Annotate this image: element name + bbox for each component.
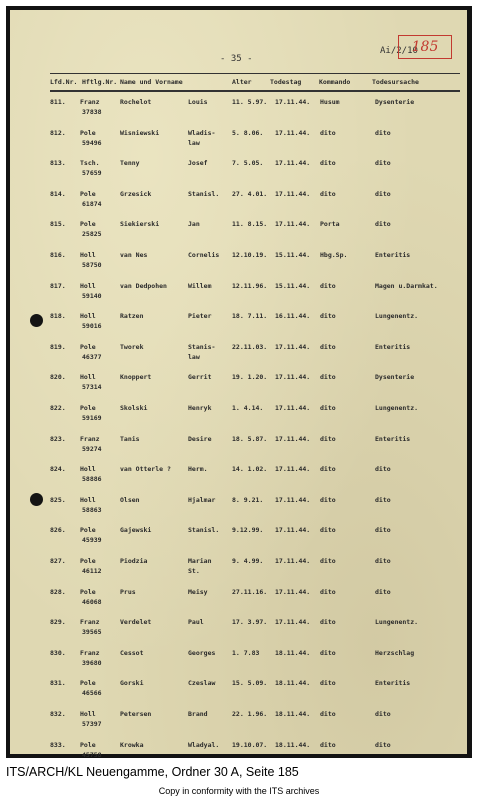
cell-nationality: Holl xyxy=(80,465,96,474)
cell-surname: Knoppert xyxy=(120,373,152,382)
cell-first-name: Stanis- xyxy=(188,342,216,351)
cell-birth-date: 11. 5.97. xyxy=(232,98,268,106)
register-row xyxy=(10,404,467,434)
cell-command: dito xyxy=(320,526,336,535)
cell-surname: Wisniewski xyxy=(120,128,160,137)
cell-nationality: Pole xyxy=(80,587,96,596)
register-row xyxy=(10,343,467,373)
cell-surname: Skolski xyxy=(120,404,148,412)
cell-cause: Enteritis xyxy=(375,434,411,443)
header-rule-top xyxy=(50,73,460,74)
header-cause: Todesursache xyxy=(372,78,419,86)
cell-command: dito xyxy=(320,587,336,596)
cell-nationality: Holl xyxy=(80,495,96,504)
cell-prisoner-number: 46068 xyxy=(82,597,102,606)
reference-number: Ai/2/10 xyxy=(380,46,418,56)
cell-death-date: 17.11.44. xyxy=(275,159,311,168)
register-row xyxy=(10,312,467,342)
cell-cause: Magen u.Darmkat. xyxy=(375,281,438,290)
register-row xyxy=(10,282,467,312)
cell-prisoner-number: 59169 xyxy=(82,414,102,422)
cell-lfd-number: 819. xyxy=(50,342,66,351)
cell-surname: Grzesick xyxy=(120,189,152,198)
cell-cause: dito xyxy=(375,557,391,565)
cell-prisoner-number: 58886 xyxy=(82,475,102,484)
cell-nationality: Franz xyxy=(80,434,100,443)
cell-prisoner-number: 46112 xyxy=(82,567,102,575)
header-name: Name und Vorname xyxy=(120,78,183,86)
register-row xyxy=(10,710,467,740)
page-number-stamp: 185 xyxy=(398,35,452,59)
cell-cause: dito xyxy=(375,587,391,596)
cell-command: dito xyxy=(320,128,336,137)
cell-first-name: Meisy xyxy=(188,587,208,596)
cell-prisoner-number: 45939 xyxy=(82,536,102,545)
cell-cause: dito xyxy=(375,465,391,474)
cell-lfd-number: 824. xyxy=(50,465,66,474)
cell-cause: Lungenentz. xyxy=(375,312,419,321)
cell-command: dito xyxy=(320,495,336,504)
cell-command: dito xyxy=(320,373,336,382)
register-row xyxy=(10,159,467,189)
cell-nationality: Tsch. xyxy=(80,159,100,168)
cell-cause: dito xyxy=(375,159,391,168)
cell-birth-date: 19.10.07. xyxy=(232,740,268,749)
cell-death-date: 17.11.44. xyxy=(275,587,311,596)
cell-lfd-number: 829. xyxy=(50,618,66,627)
cell-lfd-number: 815. xyxy=(50,220,66,229)
cell-lfd-number: 814. xyxy=(50,189,66,198)
cell-nationality: Franz xyxy=(80,98,100,106)
cell-lfd-number: 830. xyxy=(50,648,66,657)
cell-cause: dito xyxy=(375,128,391,137)
cell-cause: Dysenterie xyxy=(375,373,415,382)
cell-prisoner-number: 57397 xyxy=(82,720,102,728)
cell-cause: Enteritis xyxy=(375,342,411,351)
cell-command: dito xyxy=(320,679,336,688)
cell-cause: dito xyxy=(375,740,391,749)
cell-first-name-cont: St. xyxy=(188,567,200,575)
cell-death-date: 17.11.44. xyxy=(275,404,311,412)
cell-surname: Rochelot xyxy=(120,98,152,106)
cell-death-date: 17.11.44. xyxy=(275,526,311,535)
register-row xyxy=(10,373,467,403)
cell-surname: van Nes xyxy=(120,251,148,259)
cell-cause: Enteritis xyxy=(375,679,411,688)
cell-death-date: 17.11.44. xyxy=(275,618,311,627)
cell-lfd-number: 820. xyxy=(50,373,66,382)
cell-first-name: Stanisl. xyxy=(188,526,220,535)
cell-command: Hbg.Sp. xyxy=(320,251,348,259)
header-lfd: Lfd.Nr. xyxy=(50,78,78,86)
cell-birth-date: 9. 4.99. xyxy=(232,557,264,565)
cell-death-date: 15.11.44. xyxy=(275,251,311,259)
punch-hole xyxy=(30,493,43,506)
cell-death-date: 17.11.44. xyxy=(275,434,311,443)
cell-cause: dito xyxy=(375,189,391,198)
cell-first-name-cont: law xyxy=(188,138,200,147)
cell-lfd-number: 825. xyxy=(50,495,66,504)
cell-cause: Herzschlag xyxy=(375,648,415,657)
cell-birth-date: 17. 3.97. xyxy=(232,618,268,627)
cell-nationality: Pole xyxy=(80,557,96,565)
register-row xyxy=(10,98,467,128)
cell-lfd-number: 817. xyxy=(50,281,66,290)
cell-nationality: Franz xyxy=(80,648,100,657)
register-row xyxy=(10,129,467,159)
cell-first-name: Desire xyxy=(188,434,212,443)
cell-death-date: 17.11.44. xyxy=(275,465,311,474)
cell-surname: Petersen xyxy=(120,710,152,718)
cell-lfd-number: 816. xyxy=(50,251,66,259)
cell-birth-date: 18. 7.11. xyxy=(232,312,268,321)
cell-death-date: 17.11.44. xyxy=(275,98,311,106)
register-row xyxy=(10,435,467,465)
register-row xyxy=(10,557,467,587)
cell-cause: dito xyxy=(375,495,391,504)
register-row xyxy=(10,251,467,281)
cell-cause: dito xyxy=(375,220,391,229)
cell-nationality: Pole xyxy=(80,220,96,229)
cell-death-date: 17.11.44. xyxy=(275,557,311,565)
register-row xyxy=(10,618,467,648)
cell-surname: Ratzen xyxy=(120,312,144,321)
cell-nationality: Holl xyxy=(80,281,96,290)
cell-surname: van Otterle ? xyxy=(120,465,171,474)
cell-command: dito xyxy=(320,404,336,412)
cell-surname: Prus xyxy=(120,587,136,596)
cell-lfd-number: 812. xyxy=(50,128,66,137)
cell-lfd-number: 832. xyxy=(50,710,66,718)
header-rule-bottom xyxy=(50,90,460,92)
cell-surname: Cessot xyxy=(120,648,144,657)
cell-first-name: Wladis- xyxy=(188,128,216,137)
cell-cause: Enteritis xyxy=(375,251,411,259)
cell-first-name: Hjalmar xyxy=(188,495,216,504)
cell-nationality: Holl xyxy=(80,710,96,718)
cell-surname: Siekierski xyxy=(120,220,160,229)
cell-nationality: Pole xyxy=(80,679,96,688)
cell-death-date: 17.11.44. xyxy=(275,495,311,504)
cell-command: dito xyxy=(320,159,336,168)
cell-death-date: 17.11.44. xyxy=(275,128,311,137)
cell-cause: Dysenterie xyxy=(375,98,415,106)
cell-cause: Lungenentz. xyxy=(375,404,419,412)
cell-nationality: Pole xyxy=(80,189,96,198)
cell-death-date: 15.11.44. xyxy=(275,281,311,290)
cell-lfd-number: 813. xyxy=(50,159,66,168)
cell-prisoner-number: 59496 xyxy=(82,138,102,147)
cell-lfd-number: 831. xyxy=(50,679,66,688)
cell-command: dito xyxy=(320,342,336,351)
cell-birth-date: 5. 8.06. xyxy=(232,128,264,137)
register-row xyxy=(10,465,467,495)
register-row xyxy=(10,588,467,618)
cell-cause: Lungenentz. xyxy=(375,618,419,627)
cell-birth-date: 27. 4.01. xyxy=(232,189,268,198)
cell-first-name: Pieter xyxy=(188,312,212,321)
cell-first-name: Brand xyxy=(188,710,208,718)
cell-death-date: 17.11.44. xyxy=(275,220,311,229)
register-row xyxy=(10,220,467,250)
cell-first-name: Czeslaw xyxy=(188,679,216,688)
cell-nationality: Franz xyxy=(80,618,100,627)
cell-prisoner-number: 59140 xyxy=(82,291,102,300)
archive-reference: ITS/ARCH/KL Neuengamme, Ordner 30 A, Seite 185 xyxy=(6,765,299,779)
cell-command: dito xyxy=(320,312,336,321)
cell-first-name: Paul xyxy=(188,618,204,627)
cell-prisoner-number: 59274 xyxy=(82,444,102,453)
cell-lfd-number: 822. xyxy=(50,404,66,412)
cell-command: Husum xyxy=(320,98,340,106)
header-death-date: Todestag xyxy=(270,78,302,86)
cell-surname: Tenny xyxy=(120,159,140,168)
cell-surname: Krowka xyxy=(120,740,144,749)
cell-surname: Tanis xyxy=(120,434,140,443)
cell-surname: Verdelet xyxy=(120,618,152,627)
header-hftlg: Hftlg.Nr. xyxy=(82,78,118,86)
cell-first-name: Marian xyxy=(188,557,212,565)
cell-birth-date: 1. 7.83 xyxy=(232,648,260,657)
cell-prisoner-number: 61874 xyxy=(82,199,102,208)
cell-prisoner-number: 39565 xyxy=(82,628,102,637)
cell-prisoner-number: 58863 xyxy=(82,505,102,514)
cell-death-date: 17.11.44. xyxy=(275,189,311,198)
cell-command: dito xyxy=(320,557,336,565)
cell-nationality: Pole xyxy=(80,404,96,412)
cell-first-name: Stanisl. xyxy=(188,189,220,198)
cell-prisoner-number: 37838 xyxy=(82,108,102,116)
cell-prisoner-number: 57314 xyxy=(82,383,102,392)
cell-death-date: 16.11.44. xyxy=(275,312,311,321)
cell-death-date: 18.11.44. xyxy=(275,648,311,657)
cell-death-date: 18.11.44. xyxy=(275,710,311,718)
cell-lfd-number: 811. xyxy=(50,98,66,106)
cell-surname: Olsen xyxy=(120,495,140,504)
cell-surname: Tworek xyxy=(120,342,144,351)
cell-birth-date: 7. 5.05. xyxy=(232,159,264,168)
cell-birth-date: 14. 1.02. xyxy=(232,465,268,474)
cell-nationality: Pole xyxy=(80,526,96,535)
page-marker: - 35 - xyxy=(220,54,253,64)
cell-first-name: Willem xyxy=(188,281,212,290)
header-age: Alter xyxy=(232,78,252,86)
cell-nationality: Pole xyxy=(80,342,96,351)
cell-surname: Piodzia xyxy=(120,557,148,565)
cell-lfd-number: 818. xyxy=(50,312,66,321)
cell-lfd-number: 827. xyxy=(50,557,66,565)
cell-nationality: Holl xyxy=(80,251,96,259)
cell-command: dito xyxy=(320,434,336,443)
cell-lfd-number: 833. xyxy=(50,740,66,749)
cell-nationality: Holl xyxy=(80,312,96,321)
cell-death-date: 18.11.44. xyxy=(275,679,311,688)
cell-first-name-cont: law xyxy=(188,352,200,361)
cell-surname: van Dedpohen xyxy=(120,281,167,290)
cell-first-name: Jan xyxy=(188,220,200,229)
cell-cause: dito xyxy=(375,710,391,718)
cell-command: dito xyxy=(320,281,336,290)
cell-death-date: 17.11.44. xyxy=(275,373,311,382)
cell-cause: dito xyxy=(375,526,391,535)
cell-prisoner-number: 59016 xyxy=(82,322,102,331)
register-row xyxy=(10,679,467,709)
cell-birth-date: 19. 1.20. xyxy=(232,373,268,382)
cell-first-name: Georges xyxy=(188,648,216,657)
cell-first-name: Louis xyxy=(188,98,208,106)
cell-prisoner-number: 46377 xyxy=(82,352,102,361)
cell-birth-date: 15. 5.09. xyxy=(232,679,268,688)
cell-birth-date: 11. 8.15. xyxy=(232,220,268,229)
cell-command: dito xyxy=(320,648,336,657)
cell-surname: Gajewski xyxy=(120,526,152,535)
cell-command: dito xyxy=(320,618,336,627)
cell-prisoner-number: 46566 xyxy=(82,689,102,698)
cell-prisoner-number: 45758 xyxy=(82,750,102,759)
cell-birth-date: 12.11.96. xyxy=(232,281,268,290)
cell-birth-date: 22. 1.96. xyxy=(232,710,268,718)
cell-death-date: 17.11.44. xyxy=(275,342,311,351)
cell-surname: Gorski xyxy=(120,679,144,688)
register-row xyxy=(10,190,467,220)
scanned-page-border xyxy=(6,6,472,758)
cell-command: dito xyxy=(320,740,336,749)
cell-birth-date: 9.12.99. xyxy=(232,526,264,535)
cell-first-name: Gerrit xyxy=(188,373,212,382)
cell-prisoner-number: 57659 xyxy=(82,169,102,178)
cell-birth-date: 1. 4.14. xyxy=(232,404,264,412)
cell-nationality: Pole xyxy=(80,128,96,137)
cell-command: dito xyxy=(320,465,336,474)
punch-hole xyxy=(30,314,43,327)
cell-death-date: 18.11.44. xyxy=(275,740,311,749)
cell-command: Porta xyxy=(320,220,340,229)
register-row xyxy=(10,526,467,556)
header-command: Kommando xyxy=(319,78,351,86)
cell-command: dito xyxy=(320,189,336,198)
cell-nationality: Pole xyxy=(80,740,96,749)
cell-first-name: Josef xyxy=(188,159,208,168)
cell-birth-date: 18. 5.87. xyxy=(232,434,268,443)
cell-nationality: Holl xyxy=(80,373,96,382)
cell-birth-date: 8. 9.21. xyxy=(232,495,264,504)
cell-first-name: Wladyal. xyxy=(188,740,220,749)
cell-first-name: Cornelis xyxy=(188,251,220,259)
cell-lfd-number: 826. xyxy=(50,526,66,535)
register-row xyxy=(10,649,467,679)
cell-lfd-number: 823. xyxy=(50,434,66,443)
cell-birth-date: 12.10.19. xyxy=(232,251,268,259)
cell-birth-date: 27.11.16. xyxy=(232,587,268,596)
cell-birth-date: 22.11.03. xyxy=(232,342,268,351)
cell-prisoner-number: 25825 xyxy=(82,230,102,239)
cell-prisoner-number: 58750 xyxy=(82,261,102,269)
cell-first-name: Henryk xyxy=(188,404,212,412)
cell-lfd-number: 828. xyxy=(50,587,66,596)
document-paper xyxy=(10,10,467,759)
register-row xyxy=(10,496,467,526)
cell-prisoner-number: 39680 xyxy=(82,658,102,667)
cell-command: dito xyxy=(320,710,336,718)
cell-first-name: Herm. xyxy=(188,465,208,474)
conformity-note: Copy in conformity with the ITS archives xyxy=(158,786,320,796)
